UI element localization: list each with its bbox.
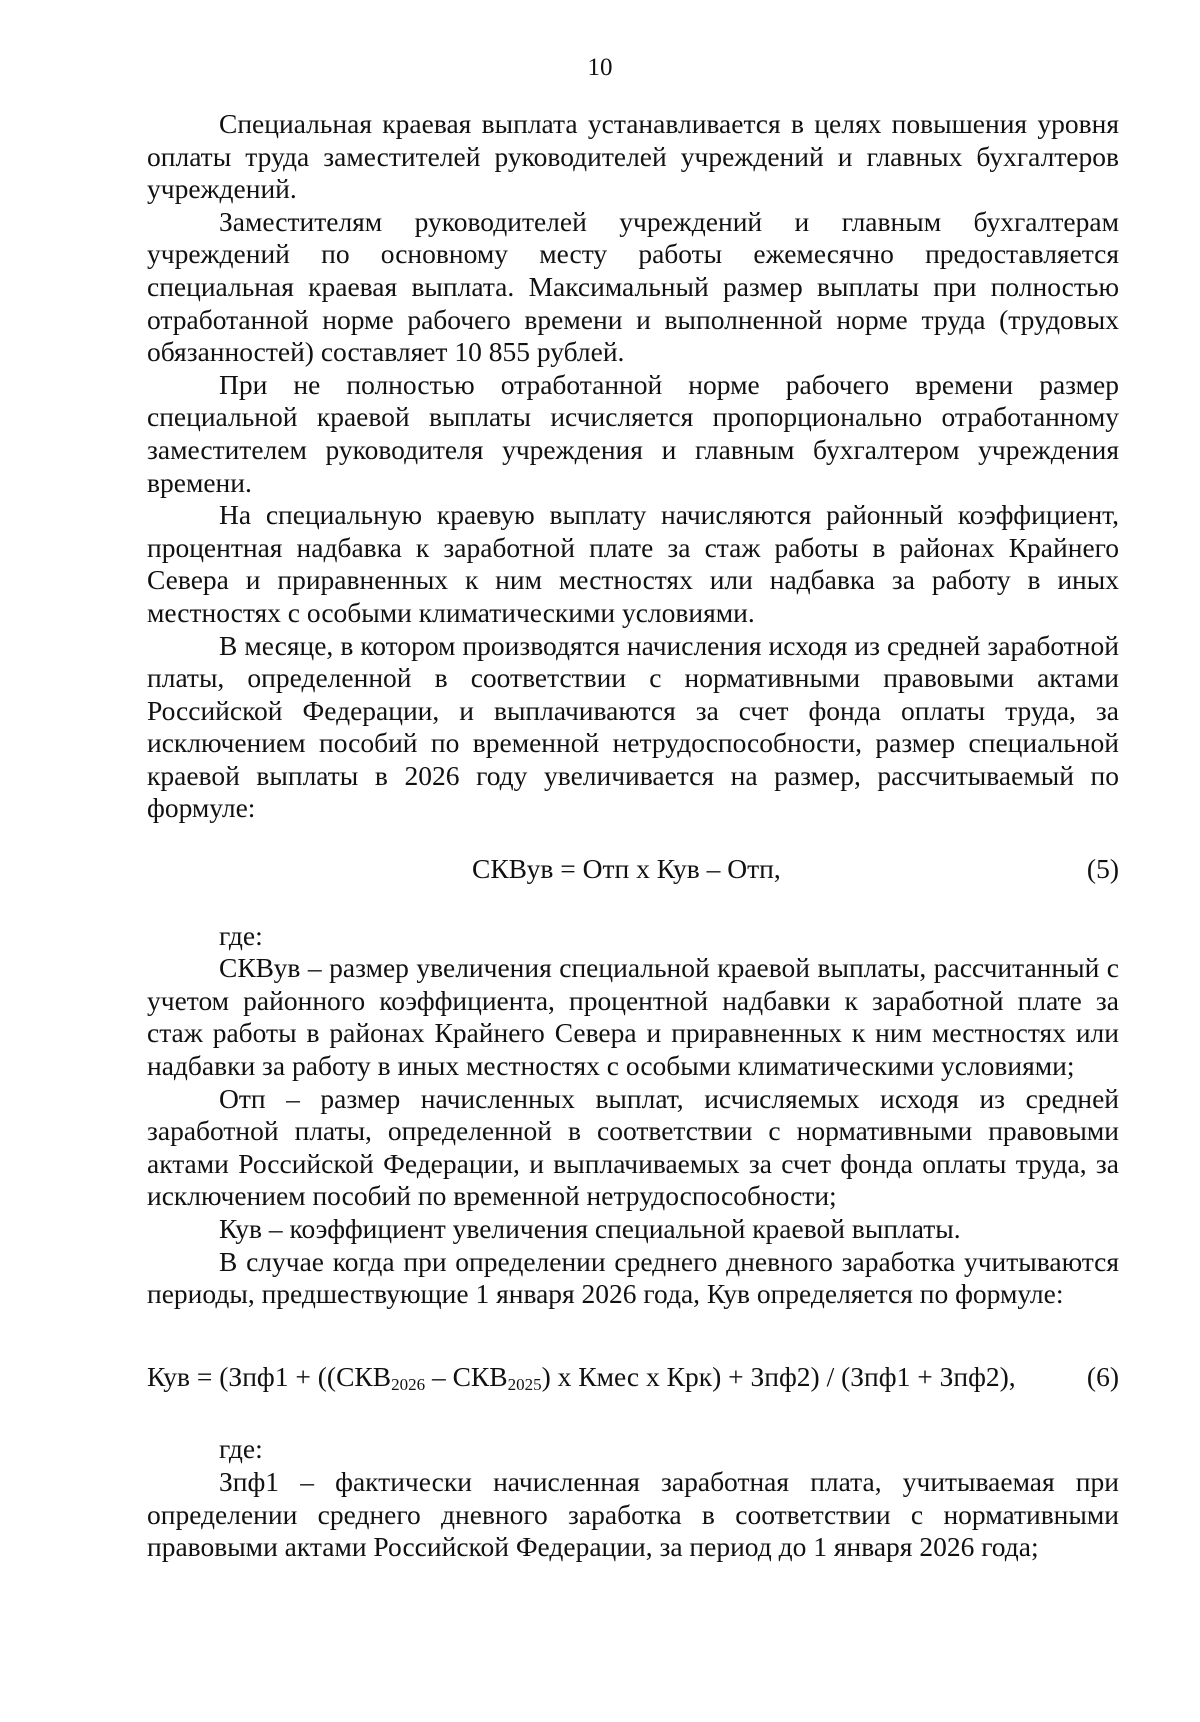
paragraph-periods-before-2026: В случае когда при определении среднего дневного заработка учитываются периоды, предшествующие 1 января 2026 года, Кув определяется по формуле: xyxy=(147,1245,1119,1310)
formula-5-expression: СКВув = Отп х Кув – Отп, xyxy=(472,853,781,885)
definition-text: – размер начисленных выплат, исчисляемых исходя из средней заработной платы, определенной в соответствии с нормативными правовыми актами Российской Федерации, и выплачиваемых за счет фонда оплаты труда, за исключением пособий по временной нетрудоспособности; xyxy=(147,1082,1119,1212)
definition-kuv xyxy=(147,1213,1119,1246)
paragraph-increase-2026: В месяце, в котором производятся начисления исходя из средней заработной платы, определенной в соответствии с нормативными правовыми актами Российской Федерации, и выплачиваются за счет фонда оплаты труда, за исключением пособий по временной нетрудоспособности, размер специальной краевой выплаты в 2026 году увеличивается на размер, рассчитываемый по формуле: xyxy=(147,629,1119,824)
formula-5-number: (5) xyxy=(1086,853,1119,885)
formula-6-part: – СКВ xyxy=(425,1360,508,1392)
definition-text: – фактически начисленная заработная плата, учитываемая при определении среднего дневного заработка в соответствии с нормативными правовыми актами Российской Федерации, за период до 1 января 2026 года; xyxy=(147,1465,1119,1563)
definition-skvuv xyxy=(147,952,1119,1082)
definition-text: – размер увеличения специальной краевой выплаты, рассчитанный с учетом районного коэффициента, процентной надбавки к заработной плате за стаж работы в районах Крайнего Севера и приравненных к ним местностях или надбавки за работу в иных местностях с особыми климатическими условиями; xyxy=(147,952,1119,1082)
formula-6-subscript: 2025 xyxy=(507,1374,542,1394)
definition-otp xyxy=(147,1083,1119,1213)
formula-6-part: Кув = (Зпф1 + ((СКВ xyxy=(147,1360,392,1392)
definition-term: Кув xyxy=(219,1213,263,1244)
formula-5 xyxy=(147,853,1119,886)
paragraph-proportional: При не полностью отработанной норме рабочего времени размер специальной краевой выплаты исчисляется пропорционально отработанному заместителем руководителя учреждения и главным бухгалтером учреждения времени. xyxy=(147,368,1119,498)
definition-zpf1 xyxy=(147,1466,1119,1564)
paragraph-coefficients: На специальную краевую выплату начисляются районный коэффициент, процентная надбавка к заработной плате за стаж работы в районах Крайнего Севера и приравненных к ним местностях или надбавка за работу в иных местностях с особыми климатическими условиями. xyxy=(147,499,1119,628)
formula-6-subscript: 2026 xyxy=(391,1374,426,1394)
definition-term: Отп xyxy=(219,1082,266,1114)
formula-6-part: ) х Кмес х Крк) + Зпф2) / (Зпф1 + Зпф2), xyxy=(541,1360,1016,1392)
where-label: где: xyxy=(219,1433,263,1465)
paragraph-purpose: Специальная краевая выплата устанавливается в целях повышения уровня оплаты труда заместителей руководителей учреждений и главных бухгалтеров учреждений. xyxy=(147,108,1119,205)
document-body xyxy=(147,108,1119,1564)
formula-6 xyxy=(147,1361,1119,1394)
page-number: 10 xyxy=(587,54,613,81)
definition-text: – коэффициент увеличения специальной краевой выплаты. xyxy=(262,1213,961,1244)
definition-term: СКВув xyxy=(219,952,301,984)
formula-6-expression xyxy=(147,1361,1016,1394)
paragraph-max-amount: Заместителям руководителей учреждений и главным бухгалтерам учреждений по основному месту работы ежемесячно предоставляется специальная краевая выплата. Максимальный размер выплаты при полностью отработанной норме рабочего времени и выполненной норме труда (трудовых обязанностей) составляет 10 855 рублей. xyxy=(147,205,1119,368)
definition-term: Зпф1 xyxy=(219,1465,280,1497)
where-label: где: xyxy=(219,919,263,951)
formula-6-number: (6) xyxy=(1086,1360,1119,1392)
